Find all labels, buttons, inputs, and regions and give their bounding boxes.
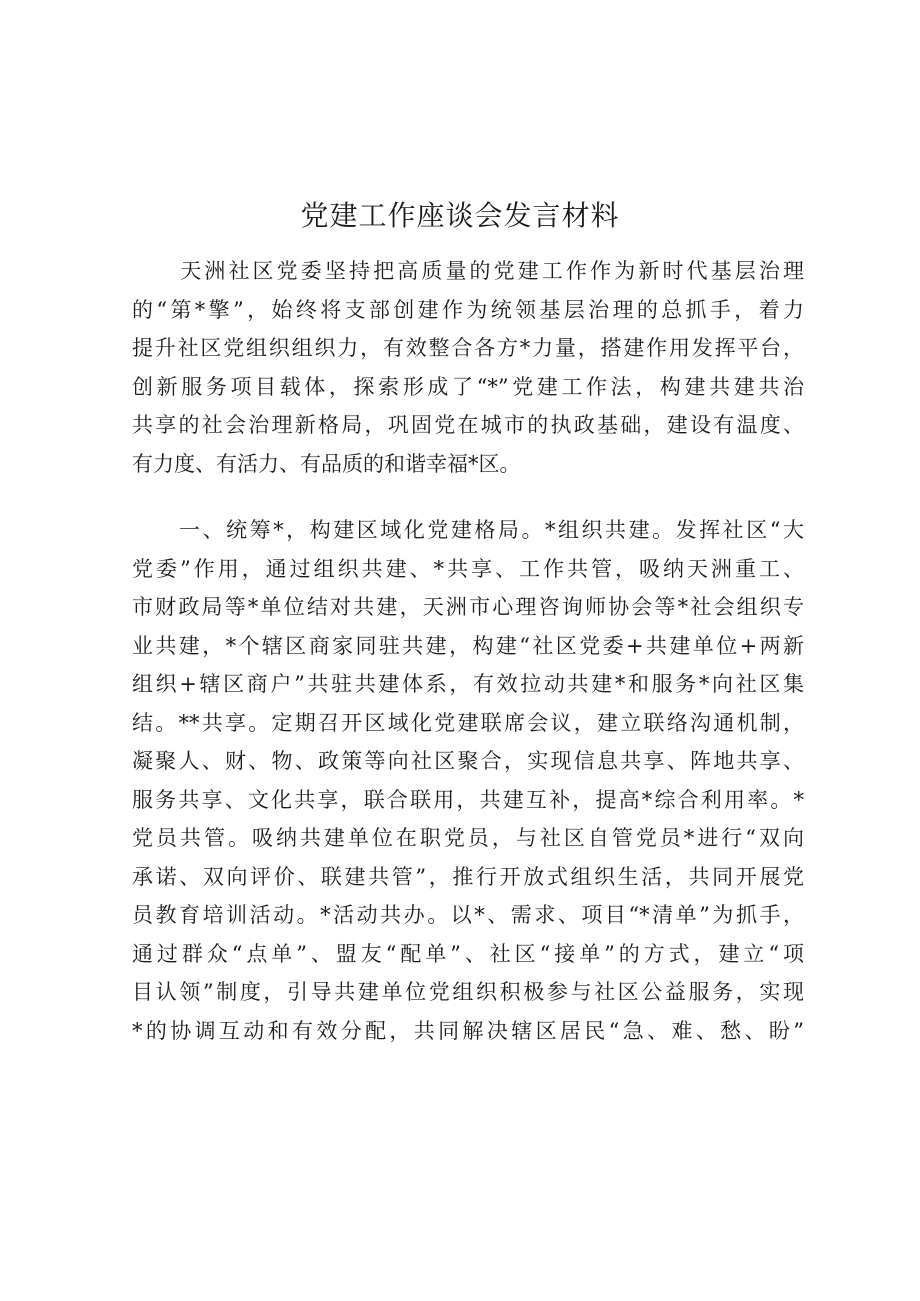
text-line: 业共建，*个辖区商家同驻共建，构建“社区党委+共建单位+两新 <box>132 633 804 658</box>
text-line: 组织+辖区商户”共驻共建体系，有效拉动共建*和服务*向社区集 <box>132 672 804 696</box>
text-line: 党员共管。吸纳共建单位在职党员，与社区自管党员*进行“双向 <box>132 826 804 850</box>
text-line: 员教育培训活动。*活动共办。以*、需求、项目“*清单”为抓手， <box>132 903 804 927</box>
text-line: 提升社区党组织组织力，有效整合各方*力量，搭建作用发挥平台， <box>132 336 804 360</box>
text-line: 市财政局等*单位结对共建，天洲市心理咨询师协会等*社会组织专 <box>132 595 804 619</box>
paragraph-section-one <box>132 511 804 1050</box>
text-line: 承诺、双向评价、联建共管”，推行开放式组织生活，共同开展党 <box>132 864 804 889</box>
text-line: 共享的社会治理新格局，巩固党在城市的执政基础，建设有温度、 <box>132 413 804 437</box>
text-line: *的协调互动和有效分配，共同解决辖区居民“急、难、愁、盼” <box>132 1018 804 1043</box>
text-line: 一、统筹*，构建区域化党建格局。*组织共建。发挥社区“大 <box>132 518 804 542</box>
document-title: 党建工作座谈会发言材料 <box>300 199 620 232</box>
text-line: 创新服务项目载体，探索形成了“*”党建工作法，构建共建共治 <box>132 374 804 399</box>
text-line: 凝聚人、财、物、政策等向社区聚合，实现信息共享、阵地共享、 <box>132 749 804 773</box>
text-line: 服务共享、文化共享，联合联用，共建互补，提高*综合利用率。* <box>132 787 804 812</box>
text-line: 目认领”制度，引导共建单位党组织积极参与社区公益服务，实现 <box>132 980 804 1004</box>
text-line: 有力度、有活力、有品质的和谐幸福*区。 <box>132 451 521 476</box>
text-line: 通过群众“点单”、盟友“配单”、社区“接单”的方式，建立“项 <box>132 941 804 966</box>
paragraph-intro <box>132 252 804 483</box>
text-line: 结。**共享。定期召开区域化党建联席会议，建立联络沟通机制， <box>132 710 804 735</box>
text-line: 天洲社区党委坚持把高质量的党建工作作为新时代基层治理 <box>132 259 804 283</box>
text-line: 的“第*擎”，始终将支部创建作为统领基层治理的总抓手，着力 <box>132 297 804 322</box>
text-line: 党委”作用，通过组织共建、*共享、工作共管，吸纳天洲重工、 <box>132 556 804 581</box>
